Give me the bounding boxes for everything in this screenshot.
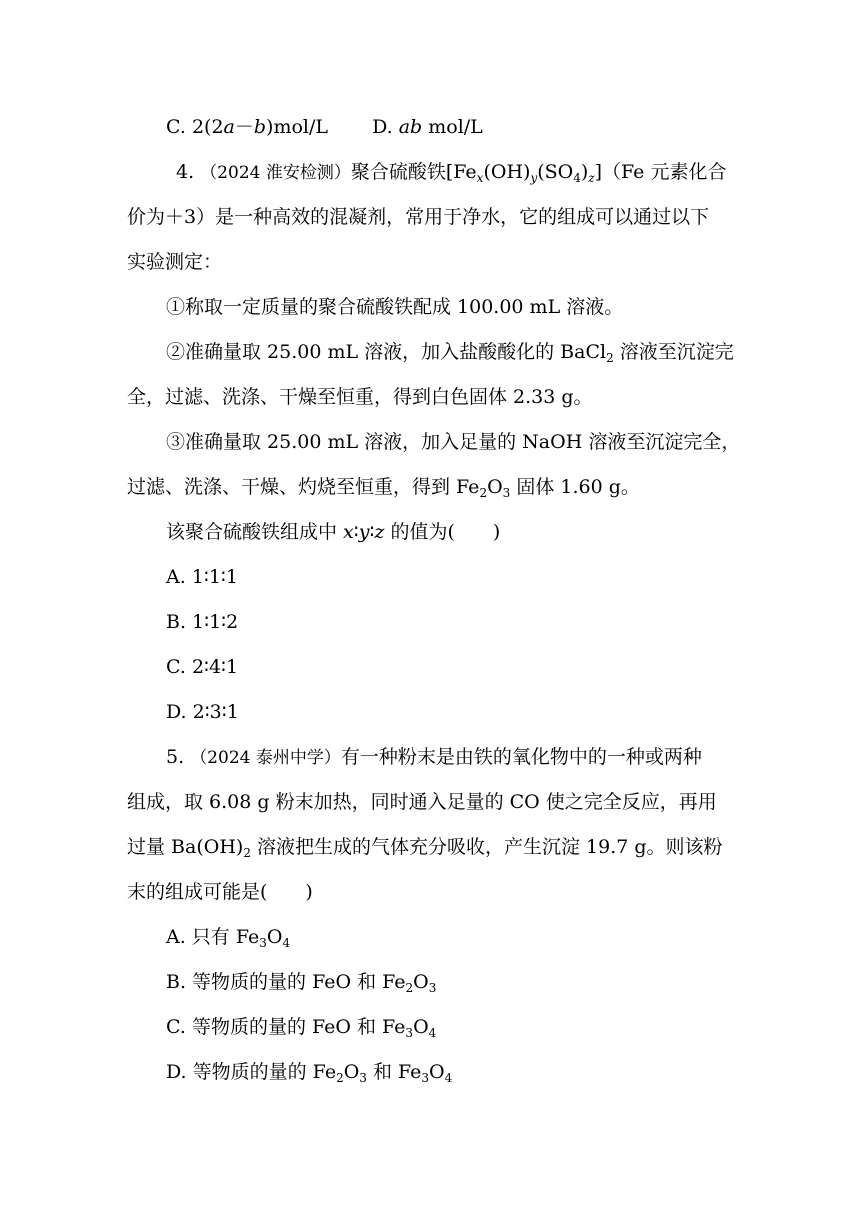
q5-line-1: 5. （2024 泰州中学）有一种粉末是由铁的氧化物中的一种或两种: [166, 746, 702, 768]
q4-line-3: 实验测定：: [127, 251, 223, 273]
q5-option-c: C. 等物质的量的 FeO 和 $Fe_3O_4$: [166, 1016, 437, 1040]
q5-number: 5.: [166, 746, 185, 768]
q4-source: （2024 淮安检测）: [200, 163, 351, 183]
q5-line-2: 组成，取 6.08 g 粉末加热，同时通入足量的 CO 使之完全反应，再用: [127, 791, 717, 813]
q4-line-1: 4. （2024 淮安检测）聚合硫酸铁$[Fe_x(OH)_y(SO_4)_z](Fe$ 元素化合: [176, 161, 727, 185]
q4-step-2: ②准确量取 25.00 mL 溶液，加入盐酸酸化的 BaCl$_2$ 溶液至沉淀完: [166, 341, 734, 365]
q4-option-b: B. 1∶1∶2: [166, 611, 239, 633]
q4-step-3-cont: 过滤、洗涤、干燥、灼烧至恒重，得到 $Fe_2O_3$ 固体 1.60 g。: [127, 476, 640, 500]
q5-option-d: D. 等物质的量的 $Fe_2O_3$ 和 $Fe_3O_4$: [166, 1061, 453, 1085]
q3-options-line: [166, 112, 483, 142]
q3-option-c: C. 2(2a－b)mol/L: [166, 116, 329, 138]
q4-option-a: A. 1∶1∶1: [166, 566, 238, 588]
q4-option-d: D. 2∶3∶1: [166, 701, 239, 723]
q4-number: 4.: [176, 161, 195, 183]
q3-option-d: D. ab mol/L: [372, 116, 483, 138]
q4-step-2-cont: 全，过滤、洗涤、干燥至恒重，得到白色固体 2.33 g。: [127, 386, 593, 408]
q5-option-b: B. 等物质的量的 FeO 和 $Fe_2O_3$: [166, 971, 437, 995]
q4-step-1: ①称取一定质量的聚合硫酸铁配成 100.00 mL 溶液。: [166, 296, 624, 318]
q4-option-c: C. 2∶4∶1: [166, 656, 239, 678]
q5-source: （2024 泰州中学）: [190, 748, 341, 768]
q5-line-3: 过量 $Ba(OH)_2$ 溶液把生成的气体充分吸收，产生沉淀 19.7 g。则该粉: [127, 836, 723, 860]
q5-option-a: A. 只有 $Fe_3O_4$: [166, 926, 291, 950]
q4-line-2: 价为＋3）是一种高效的混凝剂，常用于净水，它的组成可以通过以下: [127, 206, 710, 228]
q4-question: 该聚合硫酸铁组成中 x∶y∶z 的值为( ): [166, 521, 501, 543]
q4-step-3: ③准确量取 25.00 mL 溶液，加入足量的 NaOH 溶液至沉淀完全，: [166, 431, 741, 453]
q5-line-4: 末的组成可能是( ): [127, 881, 313, 903]
